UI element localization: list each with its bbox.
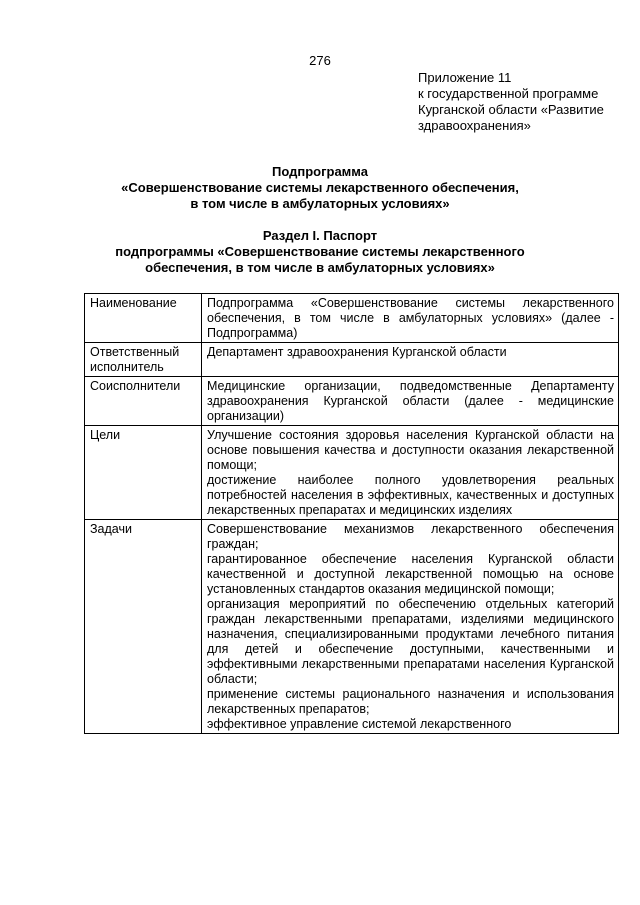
section-heading xyxy=(0,228,640,276)
task-item: применение системы рационального назначения и использования лекарственных препаратов; xyxy=(207,687,614,716)
row-label: Наименование xyxy=(85,294,202,343)
section-line: Раздел I. Паспорт xyxy=(262,228,378,243)
appendix-line: здравоохранения» xyxy=(418,118,531,133)
row-value: Подпрограмма «Совершенствование системы лекарственного обеспечения, в том числе в амбулаторных условиях» (далее - Подпрограмма) xyxy=(202,294,619,343)
row-value xyxy=(202,426,619,520)
row-value: Медицинские организации, подведомственные Департаменту здравоохранения Курганской области (далее - медицинские организации) xyxy=(202,377,619,426)
row-value: Департамент здравоохранения Курганской области xyxy=(202,343,619,377)
page-number: 276 xyxy=(309,53,331,68)
subprogram-title xyxy=(0,164,640,212)
row-label: Ответственный исполнитель xyxy=(85,343,202,377)
section-line: обеспечения, в том числе в амбулаторных условиях» xyxy=(145,260,495,275)
task-item: гарантированное обеспечение населения Курганской области качественной и доступной лекарственной помощью на основе установленных стандартов оказания медицинской помощи; xyxy=(207,552,614,596)
appendix-line: Курганской области «Развитие xyxy=(418,102,604,117)
table-row xyxy=(85,426,619,520)
title-line: Подпрограмма xyxy=(272,164,368,179)
table-row xyxy=(85,520,619,734)
task-item: организация мероприятий по обеспечению отдельных категорий граждан лекарственными препаратами, изделиями медицинского назначения, специализированными продуктами лечебного питания для детей и обеспечение доступными, качественными и эффективными лекарственными препаратами населения Курганской области; xyxy=(207,597,614,686)
row-label: Соисполнители xyxy=(85,377,202,426)
appendix-line: к государственной программе xyxy=(418,86,599,101)
row-label: Задачи xyxy=(85,520,202,734)
table-row xyxy=(85,343,619,377)
section-line: подпрограммы «Совершенствование системы лекарственного xyxy=(115,244,525,259)
title-line: в том числе в амбулаторных условиях» xyxy=(190,196,450,211)
goal-item: Улучшение состояния здоровья населения Курганской области на основе повышения качества и доступности оказания лекарственной помощи; xyxy=(207,428,614,472)
passport-table xyxy=(84,293,619,734)
title-line: «Совершенствование системы лекарственного обеспечения, xyxy=(121,180,519,195)
row-value xyxy=(202,520,619,734)
appendix-line: Приложение 11 xyxy=(418,70,512,85)
goal-item: достижение наиболее полного удовлетворения реальных потребностей населения в эффективных, качественных и доступных лекарственных препаратах и медицинских изделиях xyxy=(207,473,614,517)
row-label: Цели xyxy=(85,426,202,520)
table-row xyxy=(85,294,619,343)
appendix-note xyxy=(418,70,628,134)
task-item: Совершенствование механизмов лекарственного обеспечения граждан; xyxy=(207,522,614,551)
task-item: эффективное управление системой лекарственного xyxy=(207,717,512,731)
table-row xyxy=(85,377,619,426)
